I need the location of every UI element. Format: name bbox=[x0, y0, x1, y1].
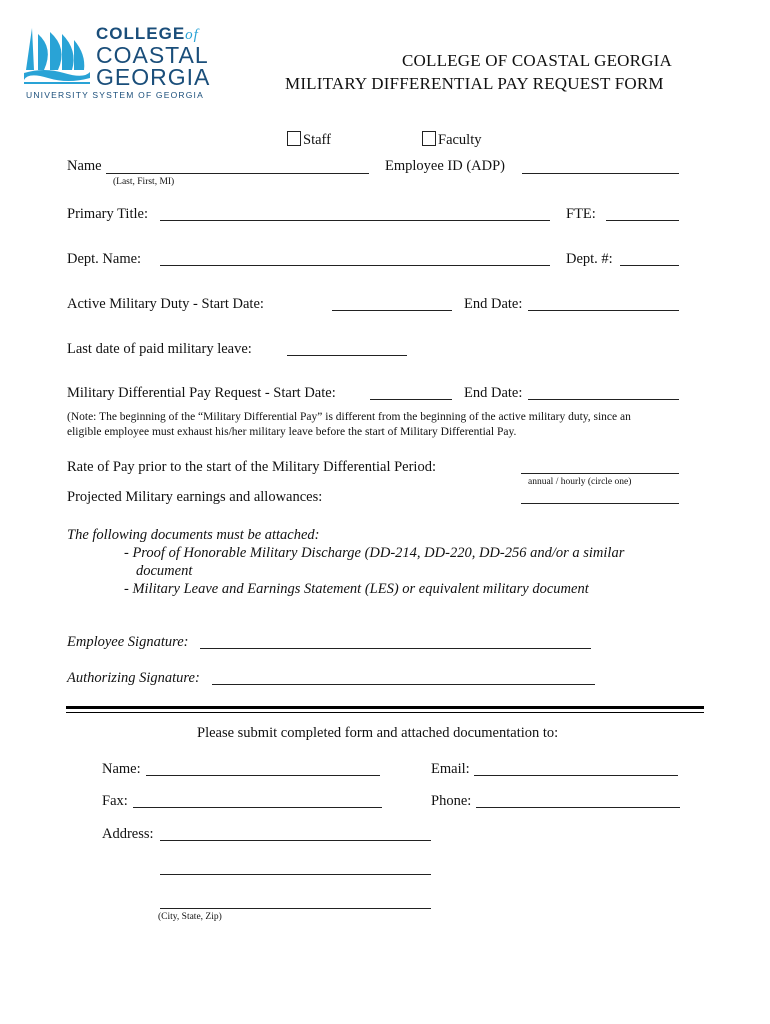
logo-line-georgia: GEORGIA bbox=[96, 64, 211, 90]
mdp-request-label: Military Differential Pay Request - Start Date: bbox=[67, 385, 336, 401]
staff-checkbox[interactable] bbox=[287, 131, 331, 149]
submit-address-label: Address: bbox=[102, 826, 154, 842]
dept-name-field[interactable] bbox=[160, 265, 550, 266]
authorizing-signature-field[interactable] bbox=[212, 684, 595, 685]
active-duty-start-field[interactable] bbox=[332, 310, 452, 311]
dept-num-label: Dept. #: bbox=[566, 251, 613, 267]
note-line1: (Note: The beginning of the “Military Differential Pay” is different from the beginning of the active military duty, since an bbox=[67, 411, 631, 423]
primary-title-label: Primary Title: bbox=[67, 206, 148, 222]
logo-line-college: COLLEGE bbox=[96, 24, 186, 43]
employee-signature-label: Employee Signature: bbox=[67, 634, 189, 650]
form-title-line2: MILITARY DIFFERENTIAL PAY REQUEST FORM bbox=[285, 74, 664, 93]
projected-earnings-label: Projected Military earnings and allowances: bbox=[67, 489, 323, 505]
submit-heading: Please submit completed form and attached documentation to: bbox=[197, 725, 559, 741]
documents-intro: The following documents must be attached: bbox=[67, 527, 320, 543]
last-leave-field[interactable] bbox=[287, 355, 407, 356]
fte-label: FTE: bbox=[566, 206, 596, 222]
faculty-checkbox-box[interactable] bbox=[422, 131, 436, 146]
rate-hint: annual / hourly (circle one) bbox=[528, 477, 632, 487]
logo-of: of bbox=[185, 27, 199, 43]
submit-email-label: Email: bbox=[431, 761, 470, 777]
sail-logo-icon bbox=[24, 26, 90, 86]
documents-item1-line2: document bbox=[136, 563, 193, 579]
active-duty-label: Active Military Duty - Start Date: bbox=[67, 296, 264, 312]
submit-fax-field[interactable] bbox=[133, 807, 382, 808]
employee-signature-field[interactable] bbox=[200, 648, 591, 649]
section-divider-thick bbox=[66, 706, 704, 709]
rate-of-pay-label: Rate of Pay prior to the start of the Military Differential Period: bbox=[67, 459, 436, 475]
section-divider-thin bbox=[66, 712, 704, 713]
faculty-label: Faculty bbox=[438, 132, 482, 148]
submit-phone-field[interactable] bbox=[476, 807, 680, 808]
dept-num-field[interactable] bbox=[620, 265, 679, 266]
name-field[interactable] bbox=[106, 173, 369, 174]
staff-checkbox-box[interactable] bbox=[287, 131, 301, 146]
mdp-end-label: End Date: bbox=[464, 385, 523, 401]
name-hint: (Last, First, MI) bbox=[113, 177, 175, 187]
submit-name-field[interactable] bbox=[146, 775, 380, 776]
dept-name-label: Dept. Name: bbox=[67, 251, 142, 267]
submit-address-field-line3[interactable] bbox=[160, 908, 431, 909]
documents-item1-line1: - Proof of Honorable Military Discharge (DD-214, DD-220, DD-256 and/or a similar bbox=[124, 545, 625, 561]
submit-address-field-line1[interactable] bbox=[160, 840, 431, 841]
submit-fax-label: Fax: bbox=[102, 793, 128, 809]
submit-email-field[interactable] bbox=[474, 775, 678, 776]
college-logo bbox=[24, 26, 214, 102]
employee-id-label: Employee ID (ADP) bbox=[385, 158, 506, 174]
submit-phone-label: Phone: bbox=[431, 793, 472, 809]
active-duty-end-label: End Date: bbox=[464, 296, 523, 312]
form-title-line1: COLLEGE OF COASTAL GEORGIA bbox=[402, 51, 673, 70]
logo-line-coastal: COASTAL bbox=[96, 42, 209, 68]
address-hint: (City, State, Zip) bbox=[158, 912, 222, 922]
name-label: Name bbox=[67, 158, 102, 174]
mdp-end-field[interactable] bbox=[528, 399, 679, 400]
active-duty-end-field[interactable] bbox=[528, 310, 679, 311]
faculty-checkbox[interactable] bbox=[422, 131, 482, 149]
documents-item2: - Military Leave and Earnings Statement (LES) or equivalent military document bbox=[124, 581, 589, 597]
submit-address-field-line2[interactable] bbox=[160, 874, 431, 875]
rate-of-pay-field[interactable] bbox=[521, 473, 679, 474]
mdp-start-field[interactable] bbox=[370, 399, 452, 400]
authorizing-signature-label: Authorizing Signature: bbox=[67, 670, 200, 686]
projected-earnings-field[interactable] bbox=[521, 503, 679, 504]
note-line2: eligible employee must exhaust his/her military leave before the start of Military Differential Pay. bbox=[67, 426, 517, 438]
submit-name-label: Name: bbox=[102, 761, 141, 777]
fte-field[interactable] bbox=[606, 220, 679, 221]
logo-tagline: UNIVERSITY SYSTEM OF GEORGIA bbox=[26, 90, 204, 100]
primary-title-field[interactable] bbox=[160, 220, 550, 221]
employee-id-field[interactable] bbox=[522, 173, 679, 174]
staff-label: Staff bbox=[303, 132, 331, 148]
last-leave-label: Last date of paid military leave: bbox=[67, 341, 252, 357]
